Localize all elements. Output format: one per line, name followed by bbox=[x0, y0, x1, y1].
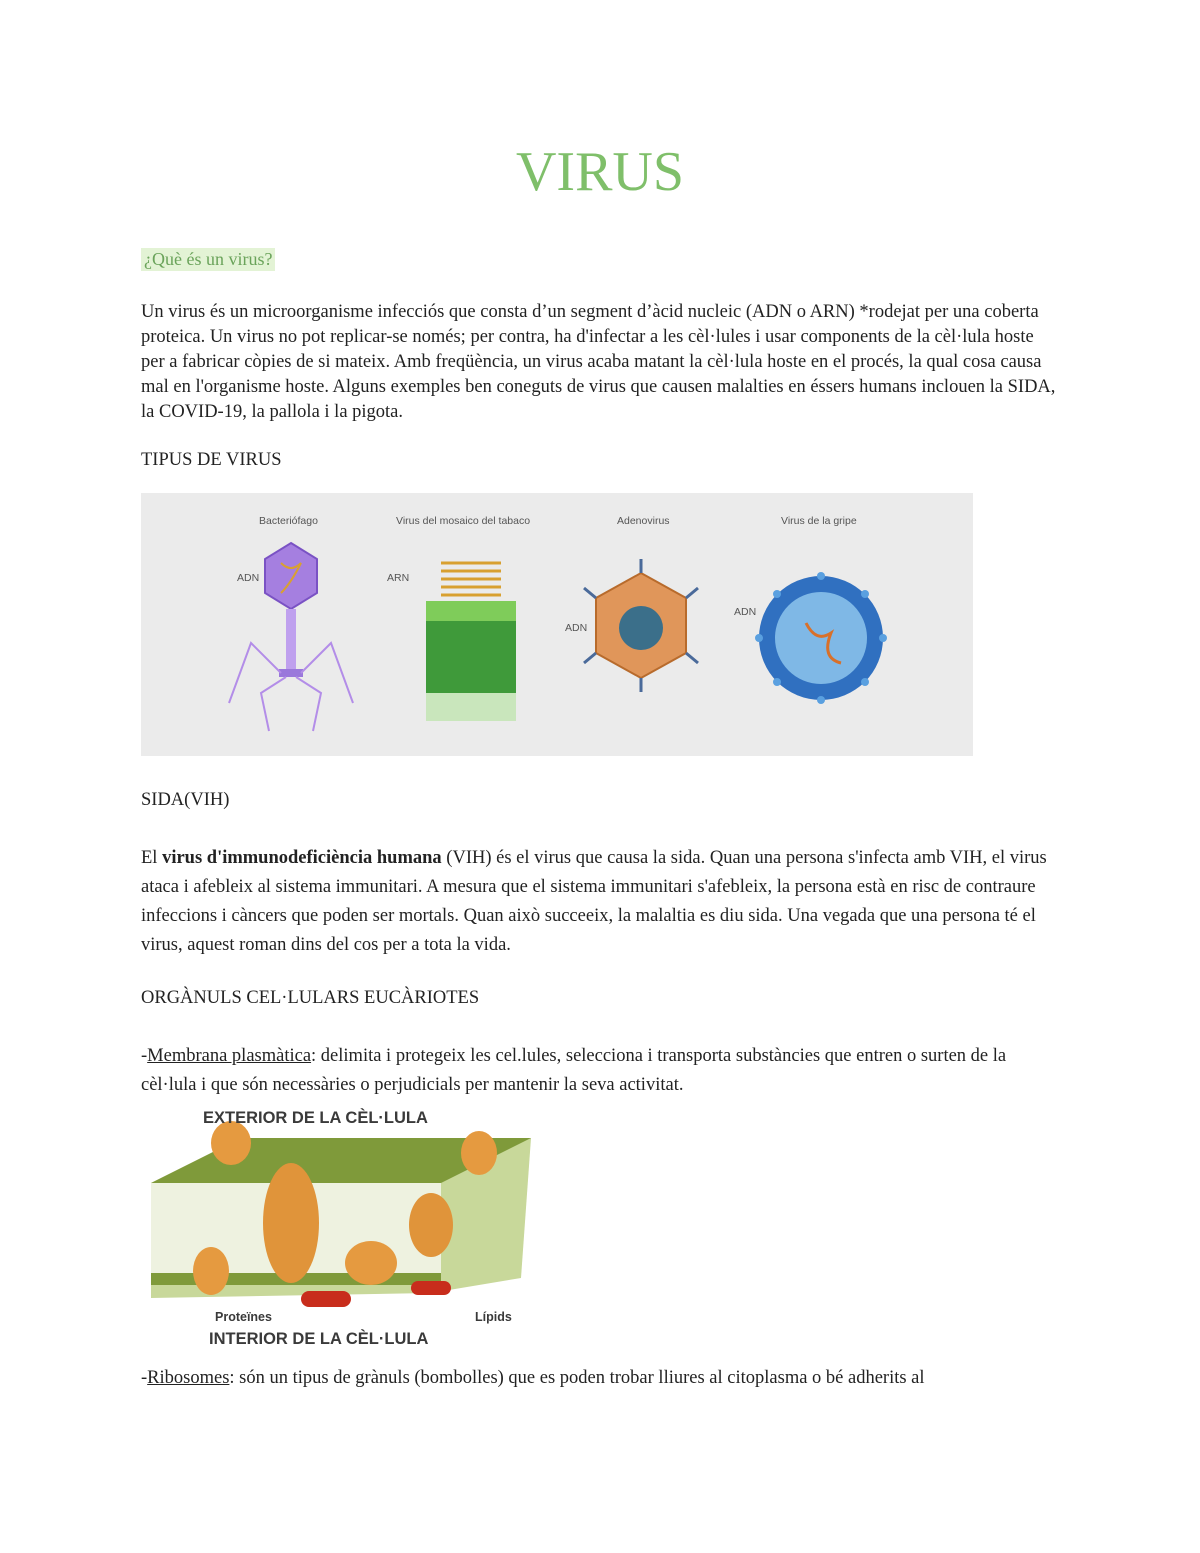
tobacco-drawing bbox=[426, 563, 516, 721]
membrane-term: Membrana plasmàtica bbox=[147, 1046, 312, 1066]
intro-paragraph: Un virus és un microorganisme infecciós que consta d’un segment d’àcid nucleic (ADN o ARN) *rodejat per una coberta proteica. Un virus no pot replicar-se només; per contra, ha d'infectar a les cèl·lules i usar components de la cèl·lula hoste per a fabricar còpies de si mateix. Amb freqüència, un virus acaba matant la cèl·lula hoste en el procés, la qual cosa causa mal en l'organisme hoste. Alguns exemples ben coneguts de virus que causen malalties en éssers humans inclouen la SIDA, la COVID-19, la pallola i la pigota. bbox=[141, 302, 1056, 422]
label-flu: Virus de la gripe bbox=[781, 515, 857, 527]
label-adn-2: ADN bbox=[565, 622, 588, 634]
label-bacteriophage: Bacteriófago bbox=[259, 515, 318, 527]
label-arn: ARN bbox=[387, 572, 410, 584]
question-heading: ¿Què és un virus? bbox=[141, 248, 275, 271]
sida-heading: SIDA(VIH) bbox=[141, 790, 230, 810]
label-adenovirus: Adenovirus bbox=[617, 515, 670, 527]
types-heading: TIPUS DE VIRUS bbox=[141, 450, 282, 470]
label-interior: INTERIOR DE LA CÈL·LULA bbox=[209, 1330, 429, 1348]
ribosomes-text: : són un tipus de grànuls (bombolles) que es poden trobar lliures al citoplasma o bé adherits al bbox=[229, 1368, 925, 1388]
sida-paragraph bbox=[141, 844, 1061, 960]
membrane-illustration bbox=[141, 1103, 531, 1353]
label-lipids: Lípids bbox=[475, 1310, 512, 1324]
membrane-text: : delimita i protegeix les cel.lules, selecciona i transporta substàncies que entren o surten de la cèl·lula i que són necessàries o perjudicials per mantenir la seva activitat. bbox=[141, 1046, 1007, 1095]
sida-rest: (VIH) és el virus que causa la sida. Quan una persona s'infecta amb VIH, el virus ataca i afebleix al sistema immunitari. A mesura que el sistema immunitari s'afebleix, la persona està en risc de contraure infeccions i càncers que poden ser mortals. Quan això succeeix, la malaltia es diu sida. Una vegada que una persona té el virus, aquest roman dins del cos per a tota la vida. bbox=[141, 848, 1047, 955]
virus-types-figure bbox=[141, 493, 973, 756]
ribosomes-paragraph bbox=[141, 1364, 1061, 1393]
flu-drawing bbox=[755, 572, 887, 704]
membrane-paragraph bbox=[141, 1042, 1061, 1100]
sida-prefix: El bbox=[141, 848, 163, 868]
ribosomes-term: Ribosomes bbox=[147, 1368, 230, 1388]
label-adn-3: ADN bbox=[734, 606, 757, 618]
adenovirus-drawing bbox=[584, 559, 698, 692]
label-proteins: Proteïnes bbox=[215, 1310, 272, 1324]
membrane-figure bbox=[141, 1103, 531, 1353]
sida-bold-term: virus d'immunodeficiència humana bbox=[162, 848, 442, 868]
label-exterior: EXTERIOR DE LA CÈL·LULA bbox=[203, 1109, 428, 1127]
virus-illustrations bbox=[141, 493, 973, 756]
label-adn-1: ADN bbox=[237, 572, 260, 584]
membrane-dash: - bbox=[141, 1046, 148, 1066]
bacteriophage-drawing bbox=[229, 543, 353, 731]
organelles-heading: ORGÀNULS CEL·LULARS EUCÀRIOTES bbox=[141, 988, 480, 1008]
label-tobacco: Virus del mosaico del tabaco bbox=[396, 515, 531, 527]
ribosomes-dash: - bbox=[141, 1368, 148, 1388]
page-title: VIRUS bbox=[515, 141, 685, 203]
